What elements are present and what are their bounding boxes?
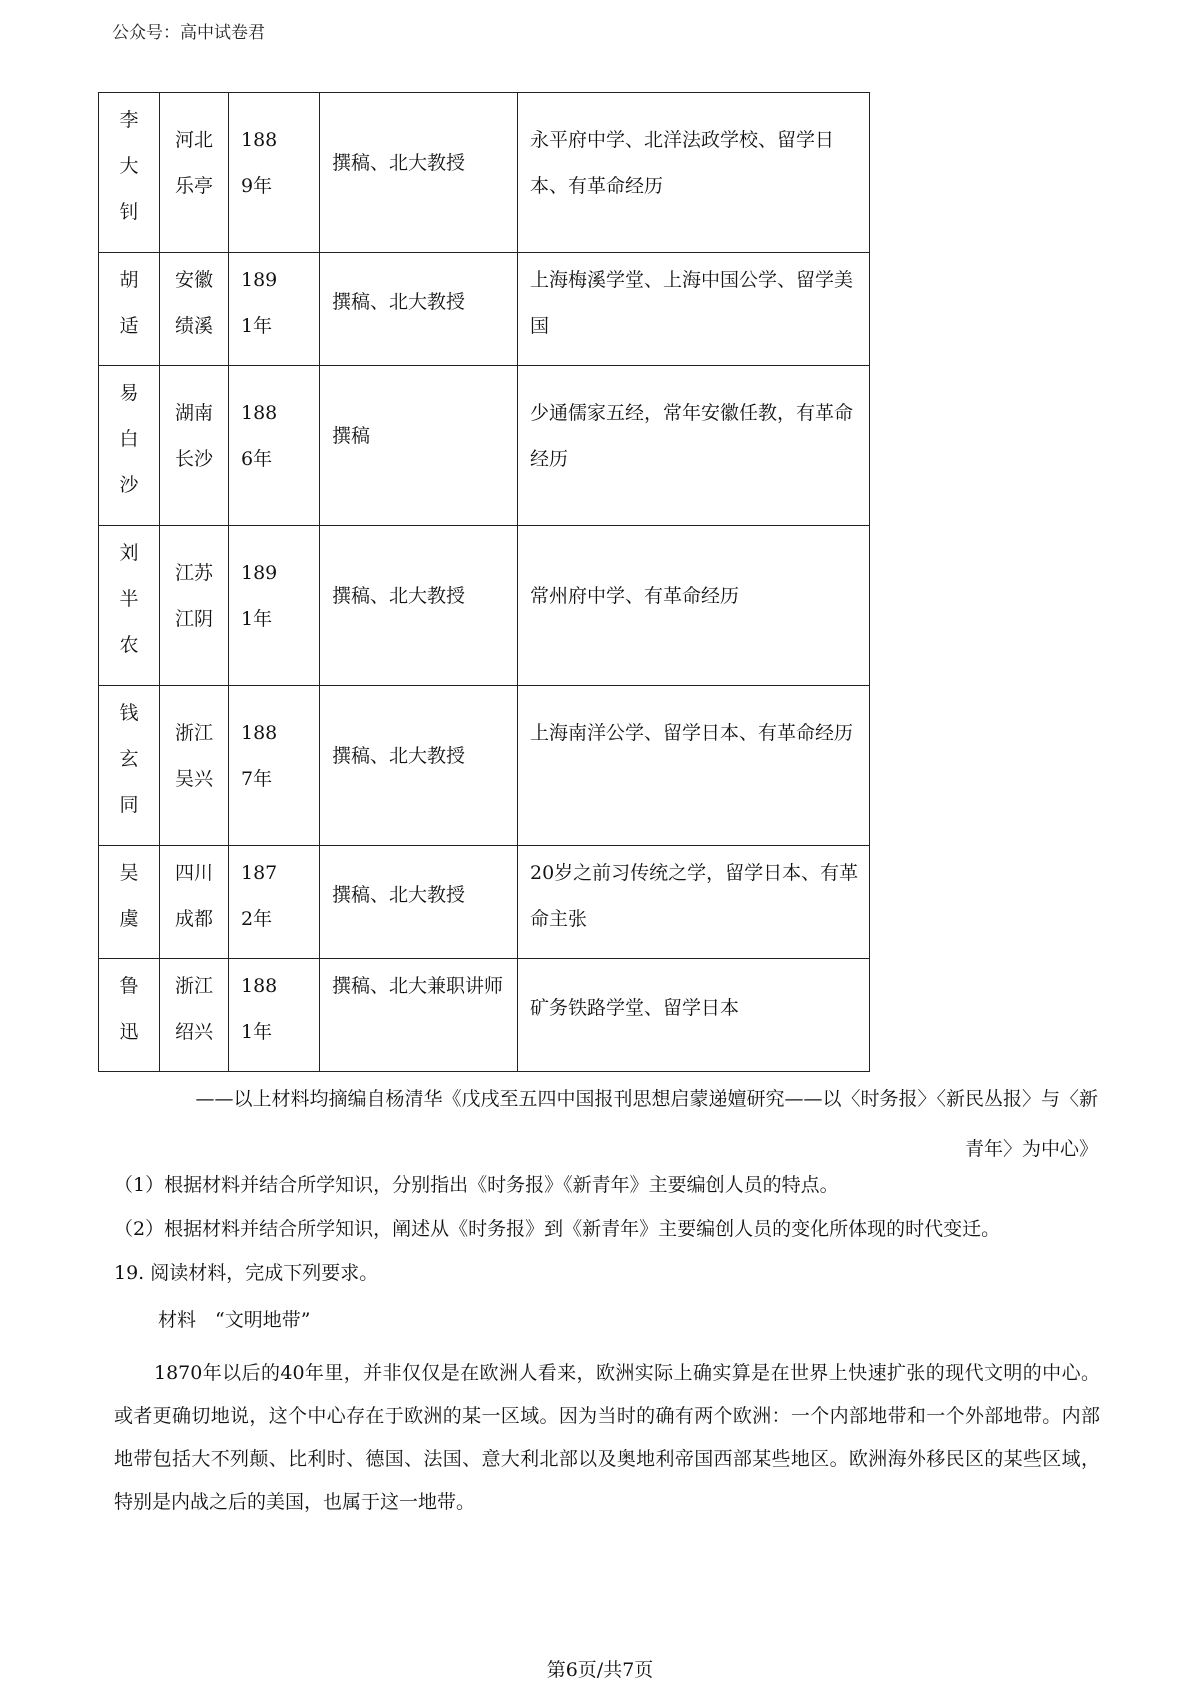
person-birthplace: 浙江绍兴 [174,975,213,1043]
person-background: 上海梅溪学堂、上海中国公学、留学美国 [530,269,854,337]
person-role: 撰稿、北大兼职讲师 [332,975,504,997]
person-background: 少通儒家五经，常年安徽任教，有革命经历 [530,402,854,470]
person-role: 撰稿 [332,425,371,447]
source-citation [98,1074,1098,1174]
person-role: 撰稿、北大教授 [332,745,466,767]
person-name: 钱玄同 [119,702,139,816]
page-number: 第6页/共7页 [546,1659,654,1681]
person-birth-year: 1889年 [241,129,278,197]
question-1: （1）根据材料并结合所学知识，分别指出《时务报》《新青年》主要编创人员的特点。 [114,1174,839,1196]
person-birthplace: 江苏江阴 [174,562,213,630]
person-birth-year: 1881年 [241,975,278,1043]
table-row [99,253,870,366]
person-birthplace: 浙江吴兴 [174,722,213,790]
person-role: 撰稿、北大教授 [332,291,466,313]
person-name: 鲁迅 [119,975,139,1043]
person-name: 胡适 [119,269,139,337]
person-birth-year: 1872年 [241,862,278,930]
person-name: 吴虞 [119,862,139,930]
table-row [99,93,870,253]
source-line-1: ——以上材料均摘编自杨清华《戊戌至五四中国报刊思想启蒙递嬗研究——以〈时务报〉〈新民丛报〉与〈新 [195,1088,1098,1110]
person-birth-year: 1891年 [241,562,278,630]
person-birthplace: 安徽绩溪 [174,269,213,337]
table-row [99,366,870,526]
header-account: 公众号：高中试卷君 [112,23,265,43]
material-title: 材料 “文明地带” [158,1309,311,1331]
question-19: 19. 阅读材料，完成下列要求。 [114,1262,379,1284]
source-line-2: 青年〉为中心》 [964,1138,1098,1160]
table-row [99,686,870,846]
table-row [99,959,870,1072]
person-role: 撰稿、北大教授 [332,884,466,906]
person-role: 撰稿、北大教授 [332,152,466,174]
person-background: 20岁之前习传统之学，留学日本、有革命主张 [530,862,859,930]
table-row [99,526,870,686]
person-background: 上海南洋公学、留学日本、有革命经历 [530,722,854,744]
person-birthplace: 湖南长沙 [174,402,213,470]
question-2: （2）根据材料并结合所学知识，阐述从《时务报》到《新青年》主要编创人员的变化所体现的时代变迁。 [114,1218,1001,1240]
person-background: 常州府中学、有革命经历 [530,585,740,607]
person-role: 撰稿、北大教授 [332,585,466,607]
editors-table [98,92,870,1072]
person-birth-year: 1887年 [241,722,278,790]
person-birthplace: 河北乐亭 [174,129,213,197]
person-birth-year: 1886年 [241,402,278,470]
person-name: 刘半农 [119,542,139,656]
table-row [99,846,870,959]
person-background: 永平府中学、北洋法政学校、留学日本、有革命经历 [530,129,835,197]
material-paragraph: 1870年以后的40年里，并非仅仅是在欧洲人看来，欧洲实际上确实算是在世界上快速扩张的现代文明的中心。或者更确切地说，这个中心存在于欧洲的某一区域。因为当时的确有两个欧洲：一个内部地带和一个外部地带。内部地带包括大不列颠、比利时、德国、法国、意大利北部以及奥地利帝国西部某些地区。欧洲海外移民区的某些区域，特别是内战之后的美国，也属于这一地带。 [114,1362,1100,1513]
person-birth-year: 1891年 [241,269,278,337]
person-name: 李大钊 [119,109,139,223]
person-background: 矿务铁路学堂、留学日本 [530,997,740,1019]
person-name: 易白沙 [119,382,139,496]
person-birthplace: 四川成都 [174,862,213,930]
